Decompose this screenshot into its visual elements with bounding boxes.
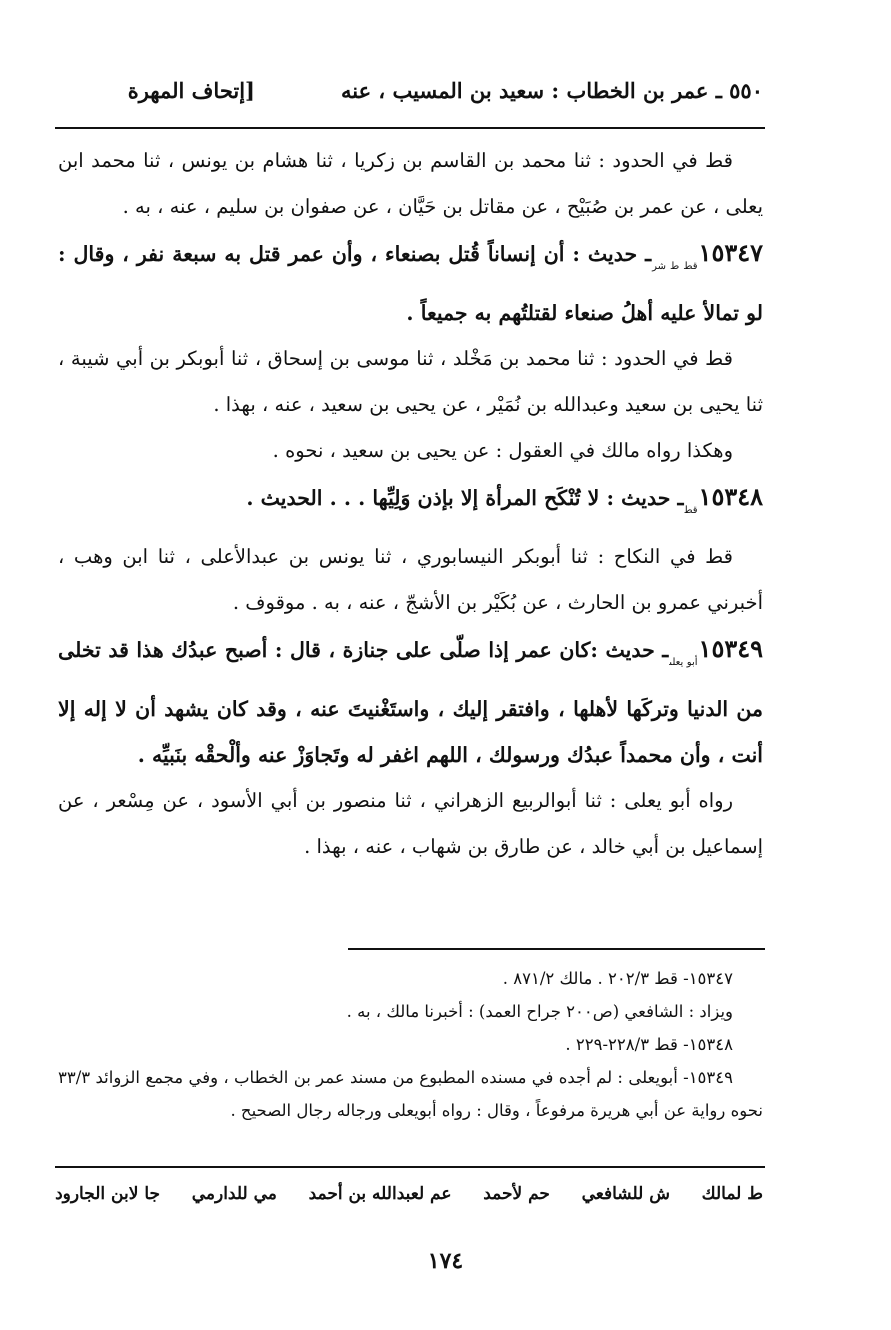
hadith-text: ـ حديث : أن إنساناً قُتل بصنعاء ، وأن عمر قتل به سبعة نفر ، وقال : لو تمالأ عليه أهلُ صنعاء لقتلتُهم به جميعاً . xyxy=(58,242,763,325)
abbreviation: جا لابن الجارود xyxy=(55,1184,161,1204)
source-sigla: أبو يعلى xyxy=(669,657,698,668)
book-title: [إتحاف المهرة xyxy=(127,78,255,103)
footnote: ١٥٣٤٨- قط ٢٢٨/٣-٢٢٩ . xyxy=(565,1035,733,1054)
isnad-paragraph: قط في الحدود : ثنا محمد بن القاسم بن زكريا ، ثنا هشام بن يونس ، ثنا محمد ابن يعلى ، عن عمر بن صُبَيْح ، عن مقاتل بن حَيَّان ، عن صفوان بن سليم ، عنه ، به . xyxy=(58,149,763,218)
hadith-15348 xyxy=(58,474,763,534)
hadith-text: ـ حديث : لا تُنْكَح المرأة إلا بإذن وَلِيِّها . . . الحديث . xyxy=(246,486,684,510)
hadith-number: ١٥٣٤٨ xyxy=(698,482,763,511)
abbreviations-rule xyxy=(55,1166,765,1168)
abbreviation: ش للشافعي xyxy=(581,1184,670,1204)
header-rule xyxy=(55,127,765,129)
hadith-text: ـ حديث :كان عمر إذا صلّى على جنازة ، قال : أصبح عبدُك هذا قد تخلى من الدنيا وتركَها لأهلها ، وافتقر إليك ، واستَغْنيتَ عنه ، وقد كان يشهد أن لا إله إلا أنت ، وأن محمداً عبدُك ورسولك ، اللهم اغفر له وتَجاوَزْ عنه وألْحقْه بنَبيِّه . xyxy=(58,638,763,767)
footnotes xyxy=(58,962,763,1127)
isnad-paragraph: رواه أبو يعلى : ثنا أبوالربيع الزهراني ، ثنا منصور بن أبي الأسود ، عن مِسْعر ، عن إسماعيل بن أبي خالد ، عن طارق بن شهاب ، عنه ، بهذا . xyxy=(58,789,763,858)
main-text xyxy=(58,138,763,870)
footnote: ١٥٣٤٧- قط ٢٠٢/٣ . مالك ٨٧١/٢ . xyxy=(502,969,733,988)
hadith-15347 xyxy=(58,230,763,336)
footnote: ١٥٣٤٩- أبويعلى : لم أجده في مسنده المطبوع من مسند عمر بن الخطاب ، وفي مجمع الزوائد ٣٣/٣ نحوه رواية عن أبي هريرة مرفوعاً ، وقال : رواه أبويعلى ورجاله رجال الصحيح . xyxy=(58,1068,763,1120)
abbreviation: ط لمالك xyxy=(701,1184,763,1204)
footnote: ويزاد : الشافعي (ص٢٠٠ جراح العمد) : أخبرنا مالك ، به . xyxy=(346,1002,733,1021)
hadith-number: ١٥٣٤٧ xyxy=(698,238,763,267)
note-paragraph: وهكذا رواه مالك في العقول : عن يحيى بن سعيد ، نحوه . xyxy=(272,439,733,462)
isnad-paragraph: قط في الحدود : ثنا محمد بن مَخْلد ، ثنا موسى بن إسحاق ، ثنا أبوبكر بن أبي شيبة ، ثنا يحيى بن سعيد وعبدالله بن نُمَيْر ، عن يحيى بن سعيد ، عنه ، بهذا . xyxy=(58,347,763,416)
running-header-left xyxy=(55,78,255,114)
source-sigla: قط ط شر xyxy=(652,261,698,272)
hadith-15349 xyxy=(58,626,763,778)
page-number: ١٧٤ xyxy=(427,1248,464,1274)
abbreviation: حم لأحمد xyxy=(483,1184,550,1204)
isnad-paragraph: قط في النكاح : ثنا أبوبكر النيسابوري ، ثنا يونس بن عبدالأعلى ، ثنا ابن وهب ، أخبرني عمرو بن الحارث ، عن بُكَيْر بن الأشجّ ، عنه ، به . موقوف . xyxy=(58,545,763,614)
abbreviations-key xyxy=(55,1184,763,1214)
abbreviation: عم لعبدالله بن أحمد xyxy=(308,1184,452,1204)
chapter-title: ٥٥٠ ـ عمر بن الخطاب : سعيد بن المسيب ، عنه xyxy=(340,78,763,103)
hadith-number: ١٥٣٤٩ xyxy=(698,634,763,663)
abbreviation: مي للدارمي xyxy=(191,1184,277,1204)
footnote-separator xyxy=(348,948,765,950)
source-sigla: قط xyxy=(684,505,698,516)
